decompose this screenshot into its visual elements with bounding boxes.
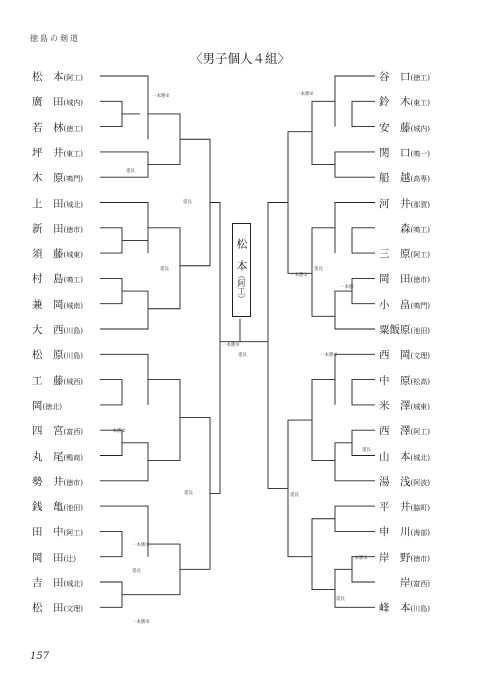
bracket-line-5 — [148, 114, 180, 165]
player-school: (徳北) — [42, 402, 62, 411]
bracket-line-2 — [100, 101, 122, 126]
player-name: 兼 岡 — [32, 298, 64, 311]
player-name: 湯 浅 — [379, 475, 411, 488]
player-school: (東工) — [410, 99, 430, 108]
bracket-line-36 — [352, 380, 375, 405]
player-name: 廣 田 — [32, 96, 64, 109]
player-name: 船 越 — [379, 172, 411, 185]
page-title: 〈男子個人４組〉 — [189, 51, 290, 66]
player-name: 安 藤 — [379, 121, 411, 134]
player-name: 坪 井 — [32, 146, 64, 159]
bracket-line-43 — [312, 519, 335, 590]
player-name: 岡 田 — [379, 273, 411, 286]
bracket-line-10 — [100, 291, 148, 329]
player-school: (川島) — [410, 605, 430, 614]
player-name: 岡 田 — [32, 551, 64, 564]
bracket-line-9 — [100, 278, 122, 303]
player-name: 銭 亀 — [32, 501, 64, 514]
champion-school: （阿工） — [237, 270, 246, 303]
player-name: 新 田 — [32, 222, 64, 235]
player-name: 関 口 — [379, 146, 411, 159]
label-ippon-5: 一本勝③ — [222, 343, 240, 348]
player-name: 松 田 — [32, 602, 64, 615]
champion-name: 松 本 — [235, 237, 248, 271]
player-name: 若 林 — [32, 121, 64, 134]
bracket-line-13 — [100, 380, 122, 405]
player-name: 峰 本 — [379, 602, 411, 615]
player-name: 須 藤 — [32, 248, 64, 261]
label-encho-2: 延長 — [183, 200, 192, 205]
player-name: 上 田 — [32, 197, 64, 210]
player-name: 岡 — [32, 399, 43, 412]
player-school: (阿工) — [63, 529, 83, 538]
player-name: 谷 口 — [379, 71, 411, 83]
player-school: (城内) — [63, 99, 83, 108]
player-name: 西 岡 — [379, 349, 411, 362]
running-header: 徳島の剣道 — [30, 34, 80, 43]
label-ippon-7: 一本勝② — [290, 273, 308, 278]
label-encho-7: 延長 — [314, 267, 323, 272]
player-name: 中 原 — [379, 374, 411, 387]
player-school: (川島) — [63, 352, 83, 361]
player-name: 松 原 — [32, 349, 64, 362]
bracket-line-46 — [268, 203, 288, 489]
player-name: 大 西 — [32, 324, 64, 336]
player-name: 小 畠 — [379, 298, 411, 311]
player-name: 木 原 — [32, 172, 64, 185]
player-name: 吉 田 — [32, 577, 64, 589]
bracket-line-24 — [210, 203, 220, 494]
player-name: 三 原 — [379, 248, 411, 261]
label-encho-10: 延長 — [336, 597, 345, 602]
player-name: 工 藤 — [32, 374, 64, 387]
player-school: (徳市) — [410, 554, 430, 563]
label-ippon-3: 一本勝② — [132, 543, 150, 548]
label-encho-5: 延長 — [132, 569, 141, 574]
bracket-line-16 — [148, 380, 180, 461]
player-name: 申 川 — [379, 526, 411, 539]
player-name: 松 本 — [32, 71, 64, 83]
bracket-line-7 — [100, 228, 122, 253]
player-school: (阿工) — [63, 74, 83, 82]
bracket-line-27 — [352, 101, 375, 126]
label-encho-4: 延長 — [184, 491, 193, 496]
player-school: (海部) — [410, 529, 430, 538]
label-encho-6: 延長 — [238, 353, 247, 358]
player-school: (徳市) — [63, 478, 83, 487]
player-school: (辻) — [63, 554, 76, 563]
bracket-line-28 — [335, 152, 375, 177]
player-school: (那賀) — [410, 200, 430, 209]
player-school: (城東) — [63, 251, 83, 260]
player-school: (松高) — [410, 377, 430, 386]
bracket-line-1 — [100, 76, 148, 139]
player-name: 山 本 — [379, 450, 411, 463]
bracket-line-21 — [148, 544, 180, 595]
label-ippon-1: 一本勝② — [152, 94, 170, 99]
player-school: (鳴工) — [63, 276, 83, 285]
bracket-line-19 — [100, 582, 122, 607]
bracket-line-29 — [312, 101, 335, 164]
player-school: (城南) — [63, 301, 83, 310]
label-ippon-10: 一本勝② — [350, 556, 368, 561]
player-name: 岸 — [400, 577, 411, 589]
player-name: 勢 井 — [32, 475, 64, 488]
player-school: (阿工) — [410, 428, 430, 437]
player-name: 米 澤 — [379, 399, 411, 412]
player-school: (池田) — [63, 504, 83, 513]
label-ippon-4: 一本勝② — [132, 620, 150, 625]
bracket-line-31 — [352, 228, 375, 253]
label-ippon-2: 一本勝② — [108, 429, 126, 434]
label-encho-9: 延長 — [290, 493, 299, 498]
player-name: 丸 尾 — [32, 450, 64, 463]
player-name: 村 島 — [32, 273, 64, 286]
player-school: (阿波) — [410, 478, 430, 487]
player-name: 河 井 — [379, 197, 411, 210]
bracket-line-18 — [100, 531, 122, 556]
player-school: (鳴門) — [63, 175, 83, 184]
player-school: (城内) — [410, 124, 430, 133]
player-school: (高専) — [410, 175, 430, 184]
player-school: (東工) — [63, 149, 83, 158]
page-number: 157 — [30, 651, 50, 662]
bracket-line-34 — [312, 228, 335, 317]
player-school: (文理) — [410, 352, 430, 361]
label-encho-8: 延長 — [362, 448, 371, 453]
player-school: (鳴一) — [410, 149, 430, 158]
champion-box — [232, 223, 251, 317]
player-name: 岸 野 — [379, 551, 411, 564]
label-ippon-6: 一本勝② — [296, 92, 314, 97]
player-name: 西 澤 — [379, 425, 411, 438]
label-encho-3: 延長 — [160, 267, 169, 272]
bracket-line-15 — [100, 443, 148, 481]
player-name: 四 宮 — [32, 425, 64, 438]
player-school: (城東) — [410, 402, 430, 411]
bracket-line-44 — [288, 132, 312, 274]
player-school: (徳工) — [63, 124, 83, 133]
player-school: (徳市) — [63, 225, 83, 234]
player-school: (鳴工) — [410, 225, 430, 234]
player-school: (城西) — [63, 377, 83, 386]
bracket-line-40 — [335, 506, 375, 531]
player-school: (城北) — [410, 453, 430, 462]
player-school: (鴨商) — [63, 453, 83, 462]
player-school: (文理) — [63, 605, 83, 614]
player-name: 粟飯原 — [379, 324, 411, 336]
player-name: 鈴 木 — [379, 96, 411, 109]
bracket-line-45 — [288, 420, 312, 557]
player-school: (城北) — [63, 580, 83, 588]
label-ippon-8: 一本勝 — [340, 285, 354, 290]
player-school: (富西) — [63, 428, 83, 437]
bracket-line-4 — [100, 152, 148, 177]
bracket-line-33 — [335, 291, 375, 329]
player-school: (阿工) — [410, 251, 430, 260]
player-school: (脇町) — [410, 504, 430, 513]
bracket-line-39 — [312, 380, 335, 461]
player-school: (徳工) — [410, 74, 430, 82]
player-name: 平 井 — [379, 501, 411, 514]
player-name: 森 — [400, 222, 411, 235]
player-school: (鳴門) — [410, 301, 430, 310]
player-school: (城北) — [63, 200, 83, 209]
player-school: (徳市) — [410, 276, 430, 285]
label-ippon-9: 一本勝② — [320, 353, 338, 358]
player-school: (川島) — [63, 327, 83, 335]
player-school: (池田) — [410, 327, 430, 335]
bracket-line-32 — [352, 278, 375, 303]
player-name: 田 中 — [32, 526, 64, 539]
label-encho-1: 延長 — [126, 169, 135, 174]
player-school: (富西) — [410, 580, 430, 588]
